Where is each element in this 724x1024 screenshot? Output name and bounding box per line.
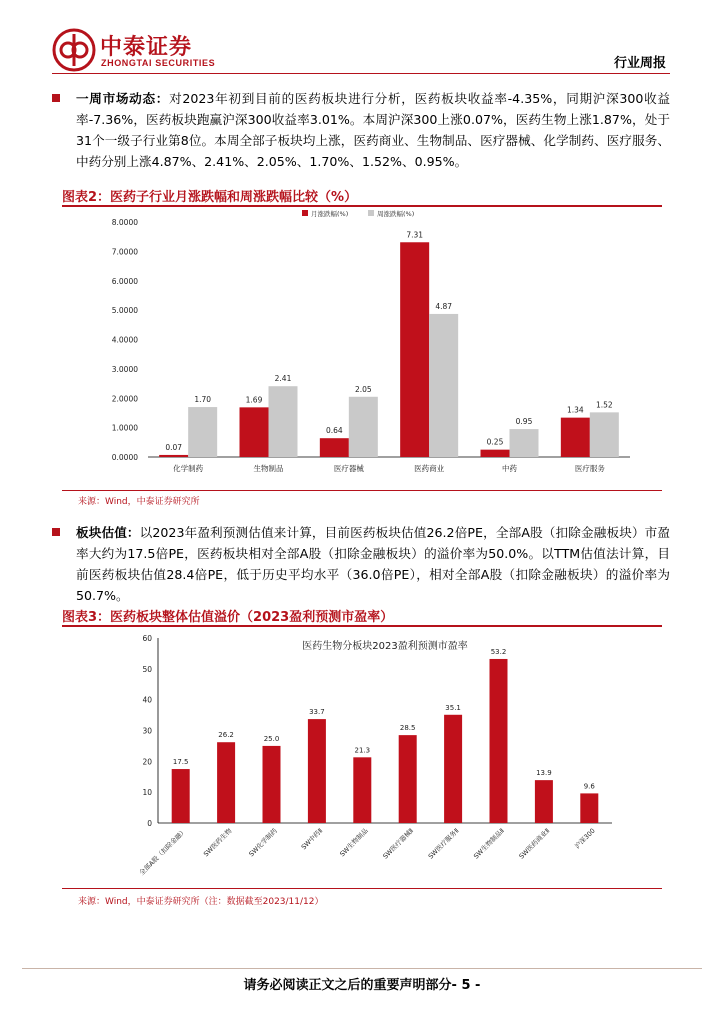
- data-label: 0.25: [486, 437, 504, 447]
- header-divider: [52, 73, 670, 74]
- data-label: 0.64: [325, 426, 343, 436]
- bar: [349, 397, 378, 457]
- bar: [535, 780, 553, 823]
- category-label: SW医疗服务Ⅱ: [426, 826, 461, 861]
- category-label: 医药商业: [414, 464, 445, 473]
- para-body: 对2023年初到目前的医药板块进行分析，医药板块收益率-4.35%，同期沪深300收益率-7.36%，医药板块跑赢沪深300收益率3.01%。本周沪深300上涨0.07%，医药生物上涨1.87%，处于31个一级子行业第8位。本周全部子板块均上涨，医药商业、生物制品、医疗器械、化学制药、医疗服务、中药分别上涨4.87%、2.41%、2.05%、1.70%、1.52%、0.95%。: [76, 91, 671, 169]
- figure-3-bottom-rule: [62, 888, 662, 889]
- category-label: 中药: [502, 464, 517, 473]
- bullet-square-icon: [52, 94, 60, 102]
- valuation-pe-bar-chart: [62, 627, 662, 885]
- y-tick-label: 6.0000: [111, 276, 138, 286]
- chart-title: 医药生物分板块2023盈利预测市盈率: [302, 641, 468, 652]
- bar: [400, 242, 429, 457]
- y-tick-label: 40: [142, 695, 152, 705]
- footer-divider: [22, 968, 702, 969]
- category-label: SW化学制药: [247, 826, 279, 859]
- category-label: 化学制药: [173, 464, 204, 473]
- category-label: 沪深300: [573, 826, 597, 851]
- figure-2-title: 图表2：医药子行业月涨跌幅和周涨跌幅比较（%）: [62, 190, 358, 205]
- bar: [353, 757, 371, 823]
- data-labels: [165, 230, 613, 452]
- figure-2-source: 来源：Wind，中泰证券研究所: [78, 497, 200, 507]
- y-tick-label: 60: [142, 634, 152, 643]
- bar: [444, 715, 462, 823]
- y-tick-label: 2.0000: [111, 394, 138, 404]
- category-label: SW生物制品: [338, 826, 370, 859]
- figure-3-source: 来源：Wind，中泰证券研究所（注：数据截至2023/11/12）: [78, 897, 324, 907]
- y-tick-label: 5.0000: [111, 306, 138, 316]
- data-label: 0.07: [165, 442, 183, 452]
- report-type-label: 行业周报: [613, 56, 666, 71]
- category-label: SW医药生物: [202, 826, 234, 859]
- legend-label: 周涨跌幅(%): [377, 210, 415, 218]
- y-axis-ticks: [112, 218, 138, 462]
- legend-swatch: [368, 210, 374, 216]
- legend-swatch: [302, 210, 308, 216]
- subsector-change-bar-chart: [62, 207, 662, 487]
- category-label: SW医疗器械Ⅱ: [381, 826, 416, 861]
- data-label: 2.41: [274, 374, 292, 384]
- category-label: 医疗器械: [333, 464, 364, 473]
- footer-disclaimer: 请务必阅读正文之后的重要声明部分- 5 -: [243, 978, 481, 993]
- data-label: 28.5: [399, 724, 416, 733]
- bar: [580, 793, 598, 823]
- category-label: 全部A股（扣除金融）: [137, 826, 189, 877]
- bars: [159, 242, 619, 457]
- data-label: 33.7: [309, 708, 325, 717]
- y-tick-label: 20: [142, 757, 152, 767]
- category-label: SW生物制品Ⅱ: [472, 826, 506, 861]
- data-label: 1.70: [194, 395, 212, 405]
- bar: [188, 407, 217, 457]
- category-labels: [137, 826, 596, 877]
- y-tick-label: 30: [142, 726, 152, 736]
- category-labels: [173, 463, 605, 473]
- data-label: 1.52: [595, 400, 613, 410]
- legend-label: 月涨跌幅(%): [311, 210, 349, 218]
- y-tick-label: 50: [142, 664, 152, 674]
- bar: [429, 314, 458, 457]
- market-dynamics-paragraph: [52, 88, 670, 172]
- legend: [302, 209, 414, 218]
- bar: [263, 746, 281, 823]
- bar: [510, 429, 539, 457]
- category-label: SW医药商业Ⅱ: [517, 826, 552, 861]
- data-labels: [173, 648, 596, 790]
- y-tick-label: 4.0000: [111, 335, 138, 345]
- data-label: 26.2: [218, 731, 234, 740]
- data-label: 1.69: [245, 395, 263, 405]
- logo-english-name: ZHONGTAI SECURITIES: [101, 58, 216, 68]
- bar: [217, 742, 235, 823]
- bar: [481, 450, 510, 457]
- bar: [159, 455, 188, 457]
- data-label: 2.05: [354, 384, 372, 394]
- bar: [240, 407, 269, 457]
- bar: [320, 438, 349, 457]
- bar: [308, 719, 326, 823]
- data-label: 9.6: [583, 782, 595, 791]
- y-tick-label: 0: [147, 819, 152, 828]
- y-tick-label: 7.0000: [111, 247, 138, 257]
- bar: [399, 735, 417, 823]
- data-label: 4.87: [435, 301, 453, 311]
- category-label: 医疗服务: [574, 464, 605, 473]
- para-lead: 板块估值：: [76, 525, 140, 540]
- para-body: 以2023年盈利预测估值来计算，目前医药板块估值26.2倍PE，全部A股（扣除金融板块）市盈率大约为17.5倍PE，医药板块相对全部A股（扣除金融板块）的溢价率为50.0%。以TTM估值法计算，目前医药板块估值28.4倍PE，低于历史平均水平（36.0倍PE），相对全部A股（扣除金融板块）的溢价率为50.7%。: [76, 525, 670, 603]
- data-label: 21.3: [354, 746, 371, 755]
- y-axis-ticks: [142, 634, 152, 828]
- y-tick-label: 0.0000: [111, 453, 138, 462]
- data-label: 13.9: [536, 769, 552, 778]
- data-label: 53.2: [490, 647, 507, 656]
- figure-2-bottom-rule: [62, 490, 662, 491]
- bar: [490, 659, 508, 823]
- bullet-square-icon: [52, 528, 60, 536]
- bars: [172, 659, 599, 823]
- bar: [269, 386, 298, 457]
- figure-3-title: 图表3：医药板块整体估值溢价（2023盈利预测市盈率）: [62, 610, 394, 625]
- y-tick-label: 8.0000: [111, 218, 138, 227]
- data-label: 35.1: [445, 703, 461, 712]
- page-header: [0, 0, 724, 80]
- data-label: 0.95: [515, 417, 533, 427]
- bar: [172, 769, 190, 823]
- valuation-paragraph: [52, 522, 670, 606]
- y-tick-label: 10: [142, 788, 152, 798]
- category-label: 生物制品: [253, 464, 284, 473]
- bar: [561, 418, 590, 457]
- data-label: 25.0: [263, 734, 280, 743]
- data-label: 1.34: [566, 405, 584, 415]
- para-lead: 一周市场动态：: [76, 91, 170, 106]
- zhongtai-logo-icon: [52, 28, 96, 72]
- data-label: 17.5: [172, 758, 189, 767]
- logo-chinese-name: 中泰证券: [100, 35, 193, 60]
- category-label: SW中药Ⅱ: [299, 826, 325, 852]
- bar: [590, 412, 619, 457]
- data-label: 7.31: [406, 230, 424, 240]
- y-tick-label: 3.0000: [111, 364, 138, 374]
- y-tick-label: 1.0000: [111, 423, 138, 433]
